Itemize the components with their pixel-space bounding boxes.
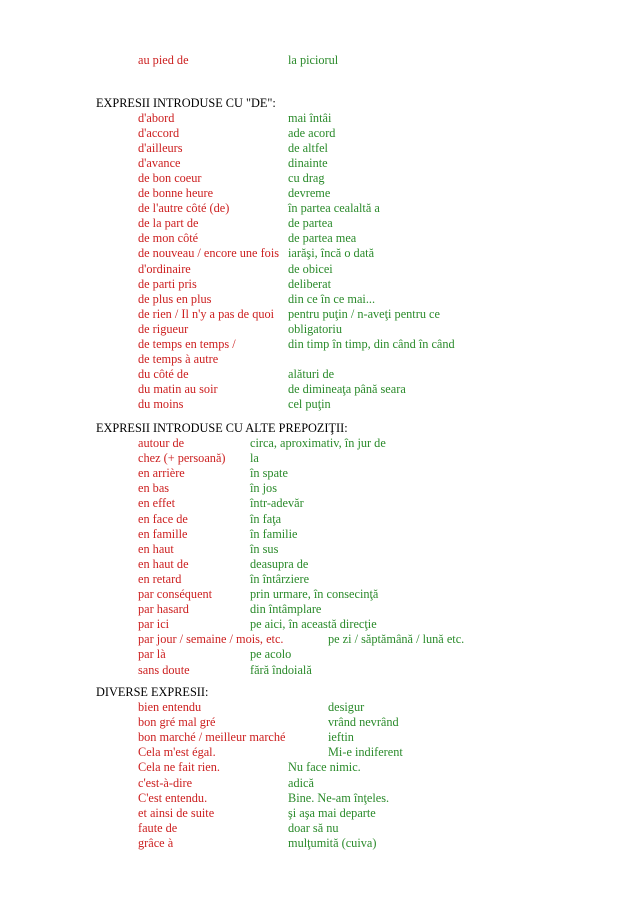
romanian-translation: şi aşa mai departe	[288, 805, 376, 820]
romanian-translation: pe acolo	[250, 647, 292, 662]
romanian-translation: deliberat	[288, 276, 332, 291]
french-expression: Cela m'est égal.	[138, 745, 216, 760]
entry-row	[0, 111, 638, 125]
french-expression: par hasard	[138, 602, 189, 617]
entry-row	[0, 201, 638, 215]
french-expression: de temps à autre	[138, 351, 219, 366]
entry-row	[0, 156, 638, 170]
romanian-translation: în partea cealaltă a	[288, 201, 380, 216]
entry-row	[0, 186, 638, 200]
romanian-translation: în jos	[250, 481, 277, 496]
romanian-translation: într-adevăr	[250, 496, 304, 511]
romanian-translation: ade acord	[288, 126, 336, 141]
french-expression: C'est entendu.	[138, 790, 208, 805]
french-expression: par jour / semaine / mois, etc.	[138, 632, 284, 647]
section-heading-misc: DIVERSE EXPRESII:	[96, 685, 209, 699]
french-expression: de rigueur	[138, 321, 189, 336]
entry-row-top	[0, 53, 638, 67]
french-expression: de plus en plus	[138, 291, 212, 306]
french-expression: de parti pris	[138, 276, 197, 291]
french-expression: grâce à	[138, 835, 174, 850]
entry-row	[0, 602, 638, 616]
entry-row	[0, 126, 638, 140]
french-expression: de bon coeur	[138, 171, 202, 186]
entry-row	[0, 663, 638, 677]
french-expression: de la part de	[138, 216, 199, 231]
french-expression: c'est-à-dire	[138, 775, 193, 790]
french-expression: Cela ne fait rien.	[138, 760, 220, 775]
entry-row	[0, 352, 638, 366]
french-expression: de nouveau / encore une fois	[138, 246, 280, 261]
french-expression: par ici	[138, 617, 170, 632]
romanian-translation: Mi-e indiferent	[328, 745, 403, 760]
section-heading-other-prepositions: EXPRESII INTRODUSE CU ALTE PREPOZIŢII:	[96, 421, 348, 435]
french-expression: de temps en temps /	[138, 336, 236, 351]
romanian-translation: Bine. Ne-am înţeles.	[288, 790, 390, 805]
entry-row	[0, 451, 638, 465]
french-expression: en bas	[138, 481, 170, 496]
entry-row	[0, 632, 638, 646]
romanian-translation: iarăşi, încă o dată	[288, 246, 375, 261]
entry-row	[0, 647, 638, 661]
entry-row	[0, 557, 638, 571]
section-heading-de: EXPRESII INTRODUSE CU "DE":	[96, 96, 276, 110]
romanian-translation: în spate	[250, 466, 288, 481]
french-expression: en effet	[138, 496, 175, 511]
romanian-translation: doar să nu	[288, 820, 339, 835]
entry-row	[0, 171, 638, 185]
french-expression: du moins	[138, 396, 184, 411]
french-expression: en haut de	[138, 556, 189, 571]
entry-row	[0, 587, 638, 601]
entry-row	[0, 216, 638, 230]
romanian-translation: adică	[288, 775, 314, 790]
romanian-translation: pe zi / săptămână / lună etc.	[328, 632, 465, 647]
entry-row	[0, 512, 638, 526]
entry-row	[0, 277, 638, 291]
entry-row	[0, 382, 638, 396]
entry-row	[0, 572, 638, 586]
french-expression: bon marché / meilleur marché	[138, 730, 286, 745]
entry-row	[0, 760, 638, 774]
romanian-translation: Nu face nimic.	[288, 760, 361, 775]
romanian-translation: devreme	[288, 186, 331, 201]
french-expression: en arrière	[138, 466, 185, 481]
entry-row	[0, 730, 638, 744]
entry-row	[0, 617, 638, 631]
romanian-translation: de dimineaţa până seara	[288, 381, 406, 396]
entry-row	[0, 542, 638, 556]
entry-row	[0, 141, 638, 155]
french-expression: d'ailleurs	[138, 141, 183, 156]
entry-row	[0, 791, 638, 805]
entry-row	[0, 776, 638, 790]
french-expression: de l'autre côté (de)	[138, 201, 230, 216]
entry-row	[0, 367, 638, 381]
romanian-translation: la	[250, 451, 259, 466]
romanian-translation: în familie	[250, 526, 298, 541]
french-expression: bon gré mal gré	[138, 715, 216, 730]
romanian-translation: pe aici, în această direcţie	[250, 617, 377, 632]
french-expression: de mon côté	[138, 231, 199, 246]
romanian-translation: cu drag	[288, 171, 325, 186]
french-expression: bien entendu	[138, 700, 202, 714]
romanian-translation: circa, aproximativ, în jur de	[250, 436, 386, 450]
french-expression: par conséquent	[138, 587, 213, 601]
entry-row	[0, 821, 638, 835]
romanian-translation: din timp în timp, din când în când	[288, 336, 455, 351]
entry-row	[0, 745, 638, 759]
french-expression: d'ordinaire	[138, 261, 191, 276]
entry-row	[0, 322, 638, 336]
french-expression: du côté de	[138, 366, 189, 381]
entry-row	[0, 262, 638, 276]
french-expression: de bonne heure	[138, 186, 214, 201]
romanian-translation: prin urmare, în consecinţă	[250, 587, 379, 601]
french-expression: par là	[138, 647, 166, 662]
romanian-translation: mai întâi	[288, 111, 332, 125]
romanian-translation: desigur	[328, 700, 365, 714]
french-expression: chez (+ persoană)	[138, 451, 226, 466]
french-expression: au pied de	[138, 53, 189, 67]
french-expression: en haut	[138, 541, 174, 556]
romanian-translation: obligatoriu	[288, 321, 342, 336]
french-expression: d'avance	[138, 156, 181, 171]
entry-row	[0, 700, 638, 714]
french-expression: de rien / Il n'y a pas de quoi	[138, 306, 275, 321]
french-expression: d'abord	[138, 111, 175, 125]
french-expression: et ainsi de suite	[138, 805, 215, 820]
french-expression: faute de	[138, 820, 178, 835]
french-expression: en face de	[138, 511, 188, 526]
romanian-translation: în sus	[250, 541, 279, 556]
romanian-translation: vrând nevrând	[328, 715, 399, 730]
entry-row	[0, 481, 638, 495]
romanian-translation: în faţa	[250, 511, 282, 526]
romanian-translation: fără îndoială	[250, 662, 312, 677]
romanian-translation: cel puţin	[288, 396, 331, 411]
entry-row	[0, 292, 638, 306]
romanian-translation: din ce în ce mai...	[288, 291, 376, 306]
entry-row	[0, 337, 638, 351]
french-expression: en retard	[138, 571, 182, 586]
french-expression: sans doute	[138, 662, 190, 677]
romanian-translation: de altfel	[288, 141, 328, 156]
romanian-translation: mulţumită (cuiva)	[288, 835, 377, 850]
entry-row	[0, 397, 638, 411]
entry-row	[0, 307, 638, 321]
french-expression: autour de	[138, 436, 185, 450]
french-expression: en famille	[138, 526, 188, 541]
entry-row	[0, 231, 638, 245]
romanian-translation: din întâmplare	[250, 602, 322, 617]
romanian-translation: dinainte	[288, 156, 328, 171]
entry-row	[0, 806, 638, 820]
french-expression: du matin au soir	[138, 381, 218, 396]
romanian-translation: de partea mea	[288, 231, 357, 246]
romanian-translation: la piciorul	[288, 53, 339, 67]
entry-row	[0, 246, 638, 260]
entry-row	[0, 466, 638, 480]
french-expression: d'accord	[138, 126, 180, 141]
romanian-translation: în întârziere	[250, 571, 310, 586]
entry-row	[0, 436, 638, 450]
romanian-translation: de obicei	[288, 261, 333, 276]
romanian-translation: alături de	[288, 366, 335, 381]
romanian-translation: ieftin	[328, 730, 354, 745]
romanian-translation: pentru puţin / n-aveţi pentru ce	[288, 306, 440, 321]
romanian-translation: de partea	[288, 216, 333, 231]
entry-row	[0, 715, 638, 729]
romanian-translation: deasupra de	[250, 556, 309, 571]
entry-row	[0, 496, 638, 510]
entry-row	[0, 836, 638, 850]
entry-row	[0, 527, 638, 541]
